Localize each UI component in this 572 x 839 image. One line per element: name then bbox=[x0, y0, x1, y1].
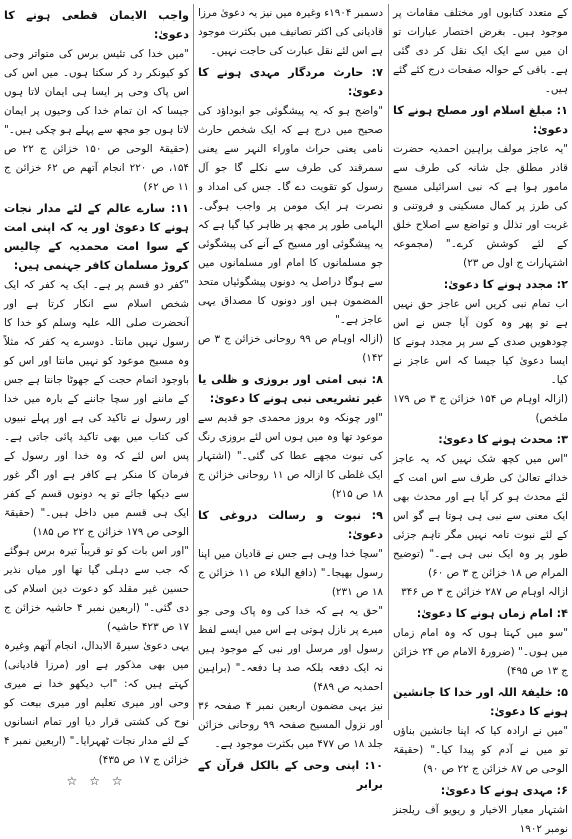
citation: (ازالہ اوہام ص ۱۵۴ خزائن ج ۳ ص ۱۷۹ ملخص) bbox=[393, 393, 568, 424]
paragraph: "میں خدا کی تئیس برس کی متواتر وحی کو کیونکر رد کر سکتا ہوں۔ میں اس کی اس پاک وحی پر ایسا ہی ایمان لاتا ہوں جیسا کہ ان تمام خدا کی وحیوں پر ایمان لاتا ہوں جو مجھ سے پہلے ہو چکی ہیں۔" (حقیقۃ الوحی ص ۱۵۰ خزائن ج ۲۲ ص ۱۵۴، ص ۲۲۰ انجام آتھم ص ۶۲ خزائن ج ۱۱ ص ۶۲) bbox=[4, 48, 189, 193]
paragraph: "سو میں کہتا ہوں کہ وہ امام زماں میں ہوں۔" (ضرورۃ الامام ص ۲۴ خزائن ج ۱۳ ص ۴۹۵) bbox=[393, 627, 568, 677]
column-divider bbox=[388, 4, 389, 720]
section-heading: ۳: محدث ہونے کا دعویٰ: bbox=[438, 433, 568, 446]
section-heading: ۱: مبلغ اسلام اور مصلح ہونے کا دعویٰ: bbox=[393, 104, 568, 136]
paragraph: کے متعدد کتابوں اور مختلف مقامات پر موجود ہیں۔ بغرض اختصار عبارات تو ان میں سے ایک ایک نقل کر دی گئی ہے۔ باقی کے حوالہ صفحات درج کئے گئے ہیں۔ bbox=[393, 7, 568, 95]
paragraph: یہی دعویٰ سیرۃ الابدال، انجام آتھم وغیرہ میں بھی مذکور ہے اور (مرزا قادیانی) کہتے ہیں کہ: "اب دیکھو خدا نے میری وحی اور میری تعلیم اور میری بیعت کو نوح کی کشتی قرار دیا اور تمام انسانوں کے لئے مدار نجات ٹھہرایا۔" (اربعین نمبر ۴ خزائن ج ۱۷ ص ۴۳۵) bbox=[4, 640, 189, 766]
end-stars: ☆ ☆ ☆ bbox=[66, 774, 127, 788]
paragraph: "اور اس بات کو تو قریباً تیرہ برس ہوگئے کہ جب سے دہلی گیا تھا اور میاں نذیر حسین غیر مقلد کو دعوت دین اسلام کی دی گئی۔" (اربعین نمبر ۴ حاشیہ خزائن ج ۱۷ ص ۴۲۳ حاشیہ) bbox=[4, 545, 189, 633]
paragraph: "اس میں کچھ شک نہیں کہ یہ عاجز خدائے تعالیٰ کی طرف سے اس امت کے لئے محدث ہو کر آیا ہے اور محدث بھی ایک معنی سے نبی ہی ہوتا ہے گو اس کے لئے نبوت تامہ نہیں مگر تاہم جزئی طور پر وہ ایک نبی ہی ہے۔" (توضیح المرام ص ۱۸ خزائن ج ۳ ص ۶۰) bbox=[393, 453, 568, 579]
section-heading: واجب الایمان قطعی ہونے کا دعویٰ: bbox=[4, 9, 189, 41]
paragraph: اب تمام نبی کریں اس عاجز حق نہیں ہے تو پھر وہ کون آیا جس نے اس چودھویں صدی کے سر پر مجدد ہونے کا ایسا دعویٰ کیا جیسا کہ اس عاجز نے کیا۔ bbox=[393, 298, 568, 386]
section-heading: ۹: نبوت و رسالت دروغی کا دعویٰ: bbox=[198, 509, 383, 541]
paragraph: "یہ عاجز مولف براہین احمدیہ حضرت قادر مطلق جل شانہ کی طرف سے مامور ہوا ہے کہ نبی اسرائیلی مسیح کی طرز پر کمال مسکینی و فروتنی و غربت اور تذلل و تواضع سے اصلاح خلق کے لئے کوشش کرے۔" (مجموعہ اشتہارات ج اول ص ۲۳) bbox=[393, 143, 568, 269]
section-heading: ۵: خلیفۃ اللہ اور خدا کا جانشین ہونے کا دعویٰ: bbox=[393, 686, 568, 718]
column-left bbox=[4, 4, 189, 788]
paragraph: "میں نے ارادہ کیا کہ اپنا جانشین بناؤں تو میں نے آدم کو پیدا کیا۔" (حقیقۃ الوحی ص ۸۷ خزائن ج ۲۲ ص ۹۰) bbox=[393, 725, 568, 775]
section-heading: ۸: نبی امتی اور بروزی و ظلی یا غیر تشریعی نبی ہونے کا دعویٰ: bbox=[198, 373, 383, 405]
paragraph: "سچا خدا وہی ہے جس نے قادیان میں اپنا رسول بھیجا۔" (دافع البلاء ص ۱۱ خزائن ج ۱۸ ص ۲۳۱) bbox=[198, 548, 383, 598]
paragraph: "کفر دو قسم پر ہے۔ ایک یہ کفر کہ ایک شخص اسلام سے انکار کرتا ہے اور آنحضرت صلی اللہ علیہ وسلم کو خدا کا رسول نہیں مانتا۔ دوسرے یہ کفر کہ مثلاً وہ مسیح موعود کو نہیں مانتا اور اس کو باوجود اتمام حجت کے جھوٹا جانتا ہے جس کے ماننے اور سچا جاننے کے بارہ میں خدا اور رسول نے تاکید کی ہے اور پہلے نبیوں کی کتاب میں بھی تاکید پائی جاتی ہے۔ پس اس لئے کہ وہ خدا اور رسول کے فرمان کا منکر ہے کافر ہے اور اگر غور سے دیکھا جائے تو یہ دونوں قسم کے کفر ایک ہی قسم میں داخل ہیں۔" (حقیقۃ الوحی ص ۱۷۹ خزائن ج ۲۲ ص ۱۸۵) bbox=[4, 279, 189, 538]
column-right bbox=[393, 4, 568, 835]
citation: (ازالہ اوہام ص ۹۹ روحانی خزائن ج ۳ ص ۱۴۲) bbox=[198, 333, 383, 364]
section-heading: ۲: مجدد ہونے کا دعویٰ: bbox=[443, 278, 568, 291]
column-divider bbox=[193, 4, 194, 720]
section-heading: ۴: امام زماں ہونے کا دعویٰ: bbox=[416, 607, 568, 620]
section-heading: ۱۰: اپنی وحی کے بالکل قرآن کے برابر bbox=[198, 759, 383, 791]
paragraph: اشتہار معیار الاخیار و ریویو آف ریلجنز نومبر ۱۹۰۲ bbox=[393, 804, 568, 835]
paragraph: "اور چونکہ وہ بروز محمدی جو قدیم سے موعود تھا وہ میں ہوں اس لئے بروزی رنگ کی نبوت مجھے عطا کی گئی۔" (اشتہار ایک غلطی کا ازالہ ص ۱۱ روحانی خزائن ج ۱۸ ص ۲۱۵) bbox=[198, 412, 384, 500]
section-heading: ۱۱: سارے عالم کے لئے مدار نجات ہونے کا دعویٰ اور یہ کہ اپنی امت کے سوا امت محمدیہ کے چالیس کروڑ مسلمان کافر جہنمی ہیں: bbox=[4, 202, 189, 272]
section-heading: ۷: حارث مردگار مہدی ہونے کا دعویٰ: bbox=[198, 66, 383, 98]
column-middle bbox=[198, 4, 384, 791]
paragraph: "واضح ہو کہ یہ پیشگوئی جو ابوداؤد کی صحیح میں درج ہے کہ ایک شخص حارث نامی یعنی حراث ماوراء النہر سے یعنی سمرقند کی طرف سے نکلے گا جو آل رسول کو تقویت دے گا۔ جس کی امداد و نصرت ہر ایک مومن پر واجب ہوگی۔ الہامی طور پر مجھ پر ظاہر کیا گیا ہے کہ یہ پیشگوئی اور مسیح کے آنے کی پیشگوئی جو مسلمانوں کا امام اور مسلمانوں میں سے ہوگا دراصل یہ دونوں پیشگوئیاں متحد المضمون ہیں اور دونوں کا مصداق یہی عاجز ہے۔" bbox=[198, 105, 383, 326]
citation: ازالہ اوہام ص ۲۸۷ خزائن ج ۳ ص ۳۴۶ bbox=[401, 586, 568, 598]
paragraph: نیز یہی مضمون اربعین نمبر ۴ صفحہ ۳۶ اور نزول المسیح صفحہ ۹۹ روحانی خزائن جلد ۱۸ ص ۴۷۷ میں بکثرت موجود ہے۔ bbox=[198, 700, 384, 750]
paragraph: دسمبر ۱۹۰۴ء وغیرہ میں نیز یہ دعویٰ مرزا قادیانی کی اکثر تصانیف میں بکثرت موجود ہے اس لئے نقل عبارت کی حاجت نہیں۔ bbox=[198, 7, 384, 57]
paragraph: "حق یہ ہے کہ خدا کی وہ پاک وحی جو میرے پر نازل ہوتی ہے اس میں ایسے لفظ رسول اور مرسل اور نبی کے موجود ہیں نہ ایک دفعہ بلکہ صد ہا دفعہ۔" (براہین احمدیہ ص ۴۸۹) bbox=[198, 605, 383, 693]
section-heading: ۶: مہدی ہونے کا دعویٰ: bbox=[440, 784, 568, 797]
